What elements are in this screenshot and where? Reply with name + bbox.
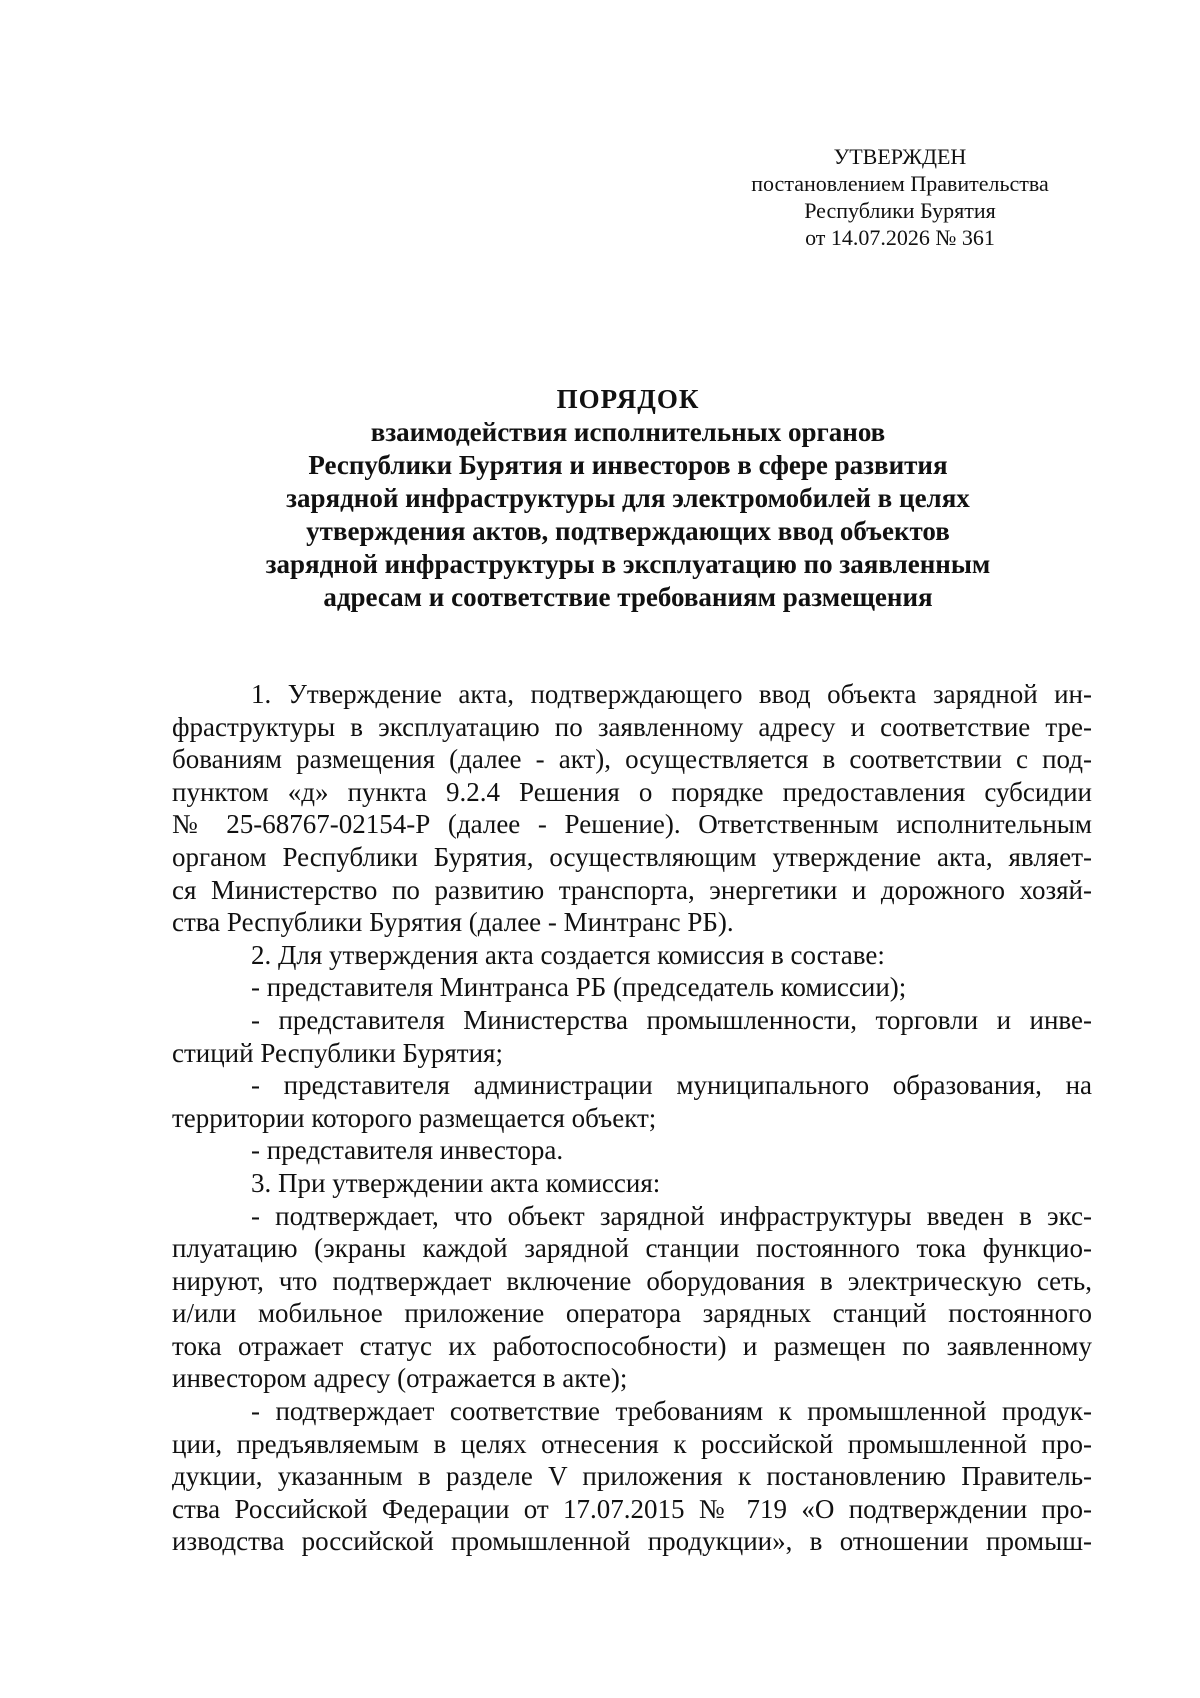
title-line: Республики Бурятия и инвесторов в сфере развития [308, 450, 948, 480]
title-line: зарядной инфраструктуры для электромобилей в целях [286, 483, 970, 513]
body-line: 1. Утверждение акта, подтверждающего ввод объекта зарядной ин- [251, 679, 1092, 709]
body-line: стиций Республики Бурятия; [172, 1037, 503, 1068]
body-line: дукции, указанным в разделе V приложения к постановлению Правитель- [172, 1461, 1092, 1492]
body-line: 3. При утверждении акта комиссия: [251, 1167, 661, 1198]
approval-stamp [700, 143, 1100, 251]
title-heading: ПОРЯДОК [556, 384, 700, 414]
body-line: изводства российской промышленной продукции», в отношении промыш- [172, 1526, 1092, 1557]
document-body [172, 678, 1092, 1558]
body-line: ства Российской Федерации от 17.07.2015 № 719 «О подтверждении про- [172, 1493, 1092, 1524]
approval-line-4: от 14.07.2026 № 361 [805, 225, 995, 250]
body-line: бованиям размещения (далее - акт), осуществляется в соответствии с под- [172, 744, 1092, 775]
title-line: взаимодействия исполнительных органов [370, 417, 886, 447]
body-line: тока отражает статус их работоспособности) и размещен по заявленному [172, 1330, 1092, 1361]
body-line: плуатацию (экраны каждой зарядной станции постоянного тока функцио- [172, 1233, 1092, 1264]
body-line: ства Республики Бурятия (далее - Минтранс РБ). [172, 907, 734, 938]
body-line: ся Министерство по развитию транспорта, энергетики и дорожного хозяй- [172, 874, 1092, 905]
approval-line-2: постановлением Правительства [751, 171, 1049, 196]
approval-line-1: УТВЕРЖДЕН [833, 144, 967, 169]
body-line: № 25-68767-02154-Р (далее - Решение). Ответственным исполнительным [172, 809, 1092, 840]
body-line: территории которого размещается объект; [172, 1102, 657, 1133]
body-line: ции, предъявляемым в целях отнесения к российской промышленной про- [172, 1428, 1092, 1459]
title-line: утверждения актов, подтверждающих ввод объектов [306, 516, 950, 546]
document-title [150, 382, 1106, 614]
body-line: 2. Для утверждения акта создается комиссия в составе: [251, 939, 885, 970]
title-line: зарядной инфраструктуры в эксплуатацию по заявленным [265, 549, 991, 579]
body-line: - подтверждает соответствие требованиям к промышленной продук- [251, 1396, 1092, 1427]
title-line: адресам и соответствие требованиям размещения [323, 582, 933, 612]
body-line: органом Республики Бурятия, осуществляющим утверждение акта, являет- [172, 841, 1092, 872]
body-line: - представителя Минтранса РБ (председатель комиссии); [251, 972, 907, 1003]
body-line: инвестором адресу (отражается в акте); [172, 1363, 628, 1394]
body-line: - представителя инвестора. [251, 1135, 564, 1166]
body-line: и/или мобильное приложение оператора зарядных станций постоянного [172, 1298, 1092, 1329]
body-line: пунктом «д» пункта 9.2.4 Решения о порядке предоставления субсидии [172, 776, 1092, 807]
body-line: фраструктуры в эксплуатацию по заявленному адресу и соответствие тре- [172, 711, 1092, 742]
body-line: нируют, что подтверждает включение оборудования в электрическую сеть, [172, 1265, 1092, 1296]
body-line: - представителя администрации муниципального образования, на [251, 1070, 1092, 1101]
body-line: - представителя Министерства промышленности, торговли и инве- [251, 1004, 1092, 1035]
approval-line-3: Республики Бурятия [804, 198, 996, 223]
body-line: - подтверждает, что объект зарядной инфраструктуры введен в экс- [251, 1200, 1092, 1231]
